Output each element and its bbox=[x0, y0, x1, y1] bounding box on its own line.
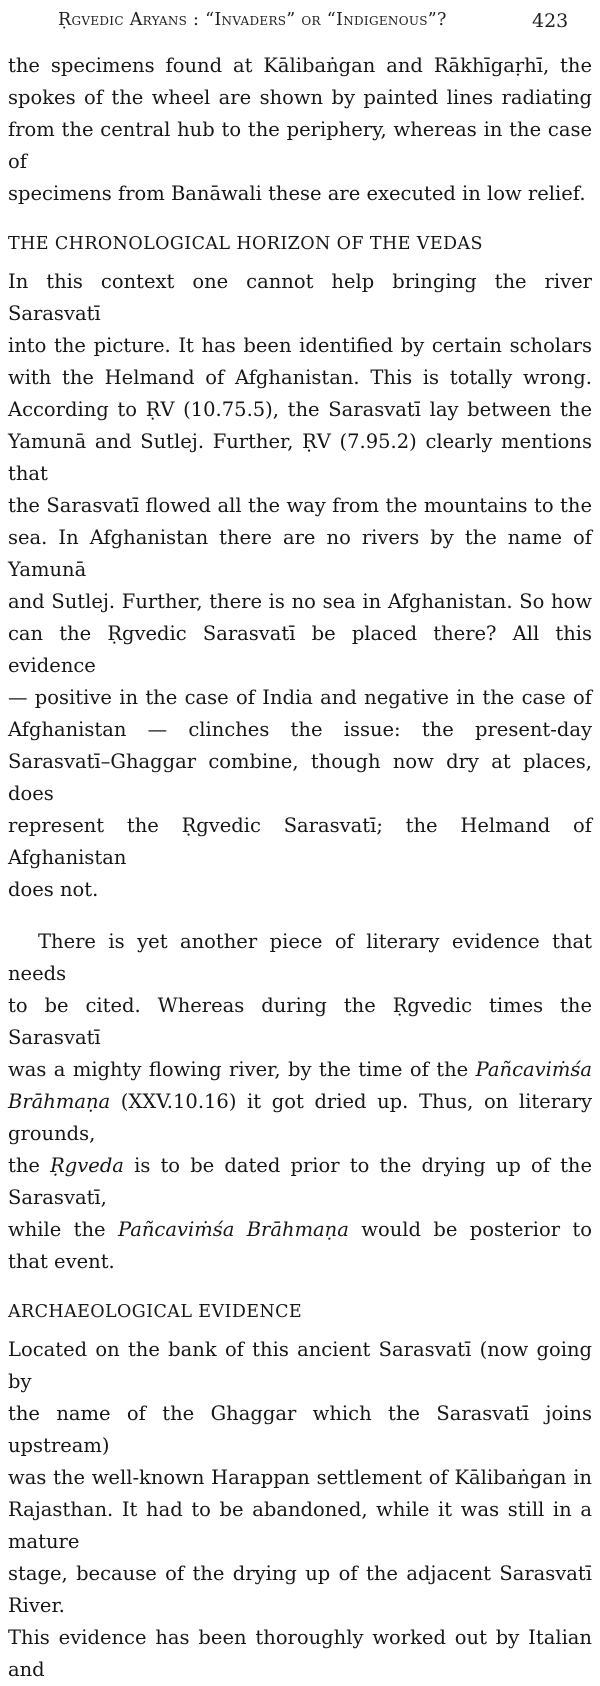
text-line: According to ṚV (10.75.5), the Sarasvatī lay between the bbox=[8, 398, 592, 421]
text-line: Yamunā and Sutlej. Further, ṚV (7.95.2) clearly mentions that bbox=[8, 430, 592, 485]
text-line: This evidence has been thoroughly worked out by Italian and bbox=[8, 1626, 592, 1681]
text-line: spokes of the wheel are shown by painted lines radiating bbox=[8, 86, 592, 109]
text-run: (XXV.10.16) it got dried up. Thus, on literary grounds, bbox=[8, 1090, 592, 1145]
text-line: — positive in the case of India and negative in the case of bbox=[8, 686, 592, 709]
text-line: In this context one cannot help bringing the river Sarasvatī bbox=[8, 270, 592, 325]
text-line: Located on the bank of this ancient Sarasvatī (now going by bbox=[8, 1338, 592, 1393]
text-line: sea. In Afghanistan there are no rivers by the name of Yamunā bbox=[8, 526, 592, 581]
text-line: does not. bbox=[8, 878, 99, 901]
section-heading-chronological-horizon: THE CHRONOLOGICAL HORIZON OF THE VEDAS bbox=[8, 234, 483, 254]
text-line bbox=[8, 1214, 592, 1278]
page-header bbox=[0, 6, 600, 38]
text-line: the Sarasvatī flowed all the way from the mountains to the bbox=[8, 494, 592, 517]
text-line: the name of the Ghaggar which the Sarasvatī joins upstream) bbox=[8, 1402, 592, 1457]
paragraph-2 bbox=[8, 266, 592, 906]
paragraph-4 bbox=[8, 1334, 592, 1686]
text-line: represent the Ṛgvedic Sarasvatī; the Helmand of Afghanistan bbox=[8, 814, 592, 869]
text-run: was a mighty flowing river, by the time of the bbox=[8, 1058, 476, 1081]
text-line: from the central hub to the periphery, whereas in the case of bbox=[8, 118, 592, 173]
text-line: stage, because of the drying up of the adjacent Sarasvatī River. bbox=[8, 1562, 592, 1617]
running-title: Ṛgvedic Aryans : “Invaders” or “Indigenous”? bbox=[58, 10, 447, 30]
text-line: can the Ṛgvedic Sarasvatī be placed there? All this evidence bbox=[8, 622, 592, 677]
text-line: Afghanistan — clinches the issue: the present-day bbox=[8, 718, 592, 741]
text-line: with the Helmand of Afghanistan. This is totally wrong. bbox=[8, 366, 592, 389]
text-line bbox=[8, 1150, 592, 1214]
text-line: Sarasvatī–Ghaggar combine, though now dry at places, does bbox=[8, 750, 592, 805]
text-line: Rajasthan. It had to be abandoned, while it was still in a mature bbox=[8, 1498, 592, 1553]
text-run: is to be dated prior to the drying up of the Sarasvatī, bbox=[8, 1154, 593, 1209]
text-line: into the picture. It has been identified by certain scholars bbox=[8, 334, 592, 357]
text-line bbox=[8, 1086, 592, 1150]
text-line: There is yet another piece of literary evidence that needs bbox=[8, 930, 592, 985]
italic-title: Brāhmaṇa bbox=[8, 1090, 111, 1113]
paragraph-spacer bbox=[8, 906, 592, 926]
italic-title: Pañcaviṁśa bbox=[475, 1058, 592, 1081]
paragraph-1 bbox=[8, 50, 592, 210]
text-run: would be posterior to that event. bbox=[8, 1218, 592, 1273]
italic-title: Ṛgveda bbox=[50, 1154, 124, 1177]
page-number: 423 bbox=[532, 10, 569, 32]
text-run: while the bbox=[8, 1218, 118, 1241]
text-line: and Sutlej. Further, there is no sea in Afghanistan. So how bbox=[8, 590, 592, 613]
text-run: the bbox=[8, 1154, 51, 1177]
paragraph-3 bbox=[8, 926, 592, 1278]
text-line: the specimens found at Kālibaṅgan and Rākhīgaṛhī, the bbox=[8, 54, 592, 77]
italic-title: Pañcaviṁśa Brāhmaṇa bbox=[117, 1218, 349, 1241]
page-body bbox=[8, 50, 592, 1686]
section-heading-archaeological-evidence: ARCHAEOLOGICAL EVIDENCE bbox=[8, 1302, 303, 1322]
text-line: specimens from Banāwali these are executed in low relief. bbox=[8, 182, 586, 205]
text-line: to be cited. Whereas during the Ṛgvedic times the Sarasvatī bbox=[8, 994, 592, 1049]
text-line: was the well-known Harappan settlement of Kālibaṅgan in bbox=[8, 1466, 592, 1489]
